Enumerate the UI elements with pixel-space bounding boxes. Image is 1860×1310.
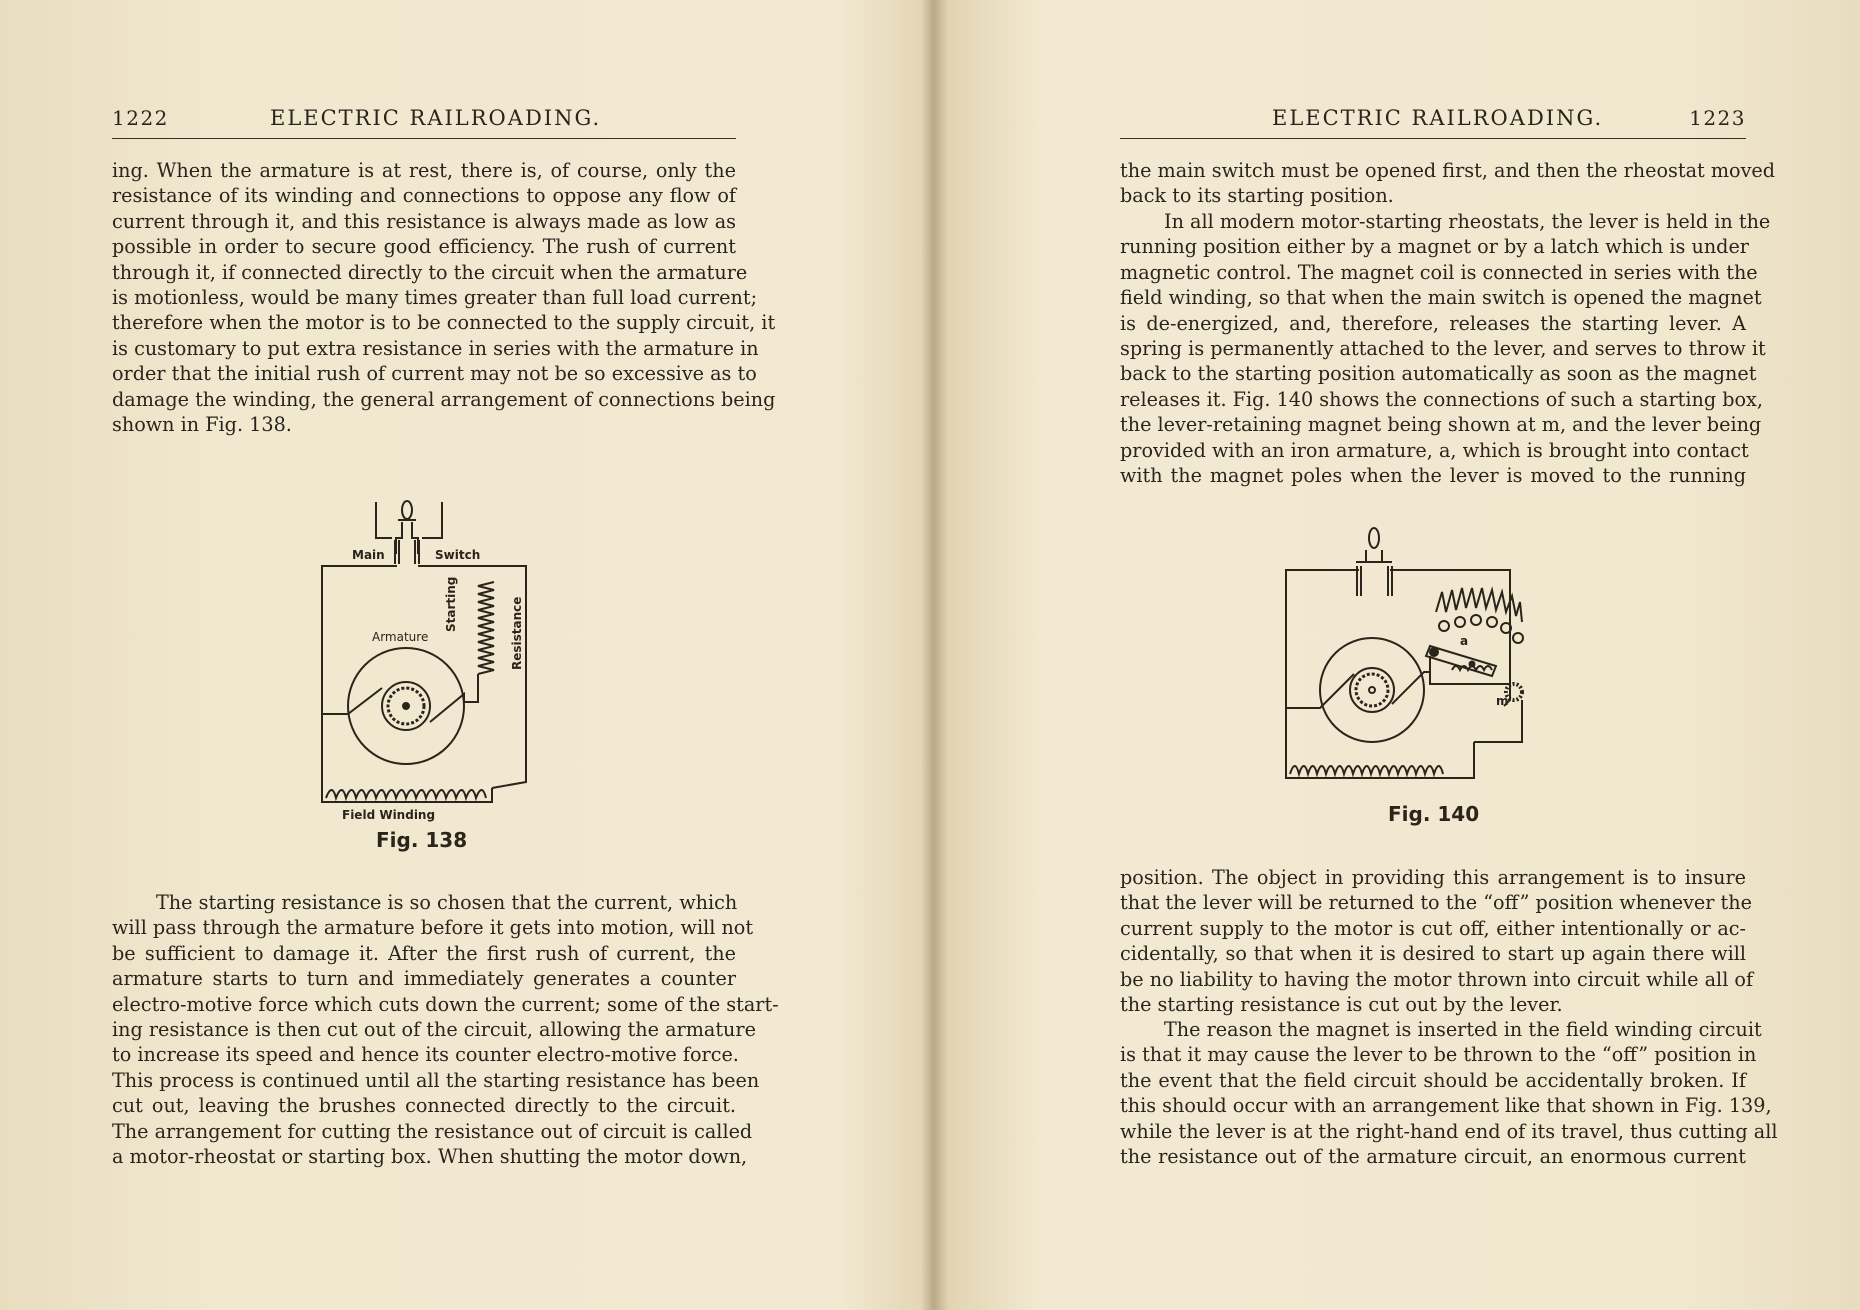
paragraph: [1120, 865, 1754, 1017]
text-line: ing resistance is then cut out of the circuit, allowing the armature: [112, 1017, 756, 1041]
text-line: the main switch must be opened first, and then the rheostat moved: [1120, 159, 1776, 182]
text-line: back to the starting position automatically as soon as the magnet: [1120, 362, 1757, 386]
text-line: is de-energized, and, therefore, releases the starting lever. A: [1120, 311, 1746, 335]
figure-140-diagram: [1284, 516, 1550, 796]
running-title: ELECTRIC RAILROADING.: [1272, 106, 1604, 130]
text-line: while the lever is at the right-hand end of its travel, thus cutting all: [1120, 1119, 1778, 1143]
text-line: back to its starting position.: [1120, 184, 1394, 208]
paragraph: [112, 890, 779, 1169]
text-line: possible in order to secure good efficiency. The rush of current: [112, 235, 736, 259]
text-line: running position either by a magnet or by a latch which is under: [1120, 235, 1749, 259]
text-line: magnetic control. The magnet coil is connected in series with the: [1120, 260, 1758, 284]
paragraph: [1120, 209, 1771, 488]
figure-138-diagram: [318, 482, 538, 822]
text-line: This process is continued until all the starting resistance has been: [112, 1068, 760, 1092]
text-line: the starting resistance is cut out by the lever.: [1120, 992, 1563, 1016]
text-line: spring is permanently attached to the lever, and serves to throw it: [1120, 336, 1766, 360]
label-switch: Switch: [435, 548, 481, 562]
label-starting: Starting: [444, 576, 458, 632]
text-line: current through it, and this resistance is always made as low as: [112, 209, 736, 233]
text-line: electro-motive force which cuts down the current; some of the start-: [112, 992, 779, 1016]
text-line: the lever-retaining magnet being shown at m, and the lever being: [1120, 413, 1762, 437]
text-line: provided with an iron armature, a, which is brought into contact: [1120, 438, 1749, 462]
text-line: a motor-rheostat or starting box. When shutting the motor down,: [112, 1144, 748, 1168]
text-line: current supply to the motor is cut off, either intentionally or ac-: [1120, 916, 1746, 940]
left-page-header: [112, 102, 736, 139]
text-line: cut out, leaving the brushes connected directly to the circuit.: [112, 1094, 736, 1118]
text-line: is customary to put extra resistance in series with the armature in: [112, 336, 759, 360]
running-title: ELECTRIC RAILROADING.: [270, 106, 602, 130]
label-resistance: Resistance: [510, 596, 524, 670]
text-line: ing. When the armature is at rest, there is, of course, only the: [112, 159, 736, 182]
text-line: order that the initial rush of current may not be so excessive as to: [112, 362, 757, 386]
figure-caption: Fig. 140: [1388, 802, 1480, 826]
page-number: 1222: [112, 106, 169, 130]
text-line: damage the winding, the general arrangement of connections being: [112, 387, 776, 411]
figure-caption: Fig. 138: [376, 828, 468, 852]
right-page-header: [1120, 102, 1746, 139]
text-line: is that it may cause the lever to be thrown to the “off” position in: [1120, 1043, 1757, 1067]
figure-140: [1284, 516, 1550, 796]
text-line: therefore when the motor is to be connected to the supply circuit, it: [112, 311, 776, 335]
text-line: will pass through the armature before it gets into motion, will not: [112, 916, 754, 940]
text-line: the resistance out of the armature circuit, an enormous current: [1120, 1144, 1746, 1168]
text-line: In all modern motor-starting rheostats, the lever is held in the: [1164, 210, 1771, 233]
text-line: The starting resistance is so chosen that the current, which: [156, 891, 738, 914]
text-line: position. The object in providing this arrangement is to insure: [1120, 866, 1746, 889]
label-a: a: [1460, 634, 1469, 648]
figure-138: [318, 482, 538, 822]
text-line: shown in Fig. 138.: [112, 412, 292, 436]
paragraph: [1120, 158, 1776, 209]
text-line: that the lever will be returned to the “off” position whenever the: [1120, 891, 1752, 915]
text-line: be sufficient to damage it. After the first rush of current, the: [112, 941, 736, 965]
label-armature: Armature: [372, 630, 429, 644]
text-line: through it, if connected directly to the circuit when the armature: [112, 260, 748, 284]
text-line: is motionless, would be many times greater than full load current;: [112, 285, 758, 309]
text-line: to increase its speed and hence its counter electro-motive force.: [112, 1043, 739, 1067]
label-main: Main: [352, 548, 385, 562]
page-number: 1223: [1689, 106, 1746, 130]
label-m: m: [1496, 694, 1509, 708]
text-line: armature starts to turn and immediately generates a counter: [112, 967, 736, 991]
text-line: resistance of its winding and connections to oppose any flow of: [112, 184, 736, 208]
text-line: cidentally, so that when it is desired to start up again there will: [1120, 942, 1746, 966]
paragraph: [1120, 1017, 1778, 1169]
text-line: with the magnet poles when the lever is moved to the running: [1120, 463, 1746, 487]
text-line: The arrangement for cutting the resistance out of circuit is called: [112, 1119, 753, 1143]
text-line: be no liability to having the motor thrown into circuit while all of: [1120, 967, 1754, 991]
text-line: field winding, so that when the main switch is opened the magnet: [1120, 286, 1762, 310]
label-field-winding: Field Winding: [342, 808, 436, 822]
text-line: the event that the field circuit should be accidentally broken. If: [1120, 1068, 1746, 1092]
right-page: [930, 0, 1860, 1310]
text-line: releases it. Fig. 140 shows the connections of such a starting box,: [1120, 387, 1763, 411]
paragraph: [112, 158, 776, 437]
text-line: The reason the magnet is inserted in the field winding circuit: [1164, 1018, 1762, 1041]
text-line: this should occur with an arrangement like that shown in Fig. 139,: [1120, 1094, 1772, 1118]
